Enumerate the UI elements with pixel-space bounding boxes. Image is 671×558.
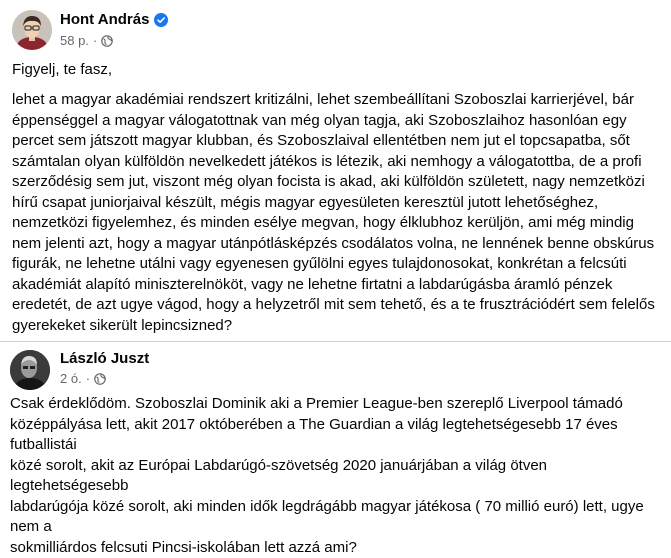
author-name[interactable]: László Juszt: [60, 350, 150, 367]
avatar-image: [10, 350, 50, 390]
avatar[interactable]: [12, 10, 52, 50]
post-greeting: Figyelj, te fasz,: [12, 61, 113, 78]
meta-separator: ·: [85, 371, 91, 386]
avatar[interactable]: [10, 350, 50, 390]
globe-icon[interactable]: [94, 373, 106, 385]
post-meta: [60, 33, 113, 48]
author-row: [60, 350, 149, 367]
post-juszt: [0, 342, 671, 556]
meta-separator: ·: [92, 33, 98, 48]
globe-icon[interactable]: [101, 35, 113, 47]
verified-badge-icon: [154, 13, 168, 27]
timestamp[interactable]: 58 p.: [60, 33, 89, 48]
post-body: lehet a magyar akadémiai rendszert kritizálni, lehet szembeállítani Szoboszlai karrierjével, bár éppenséggel a magyar válogatottnak van még olyan tagja, aki Szoboszlaihoz hasonlóan egy percet sem játszott magyar klubban, és Szoboszlaival ellentétben nem jut el topcsapatba, sőt számtalan olyan külföldön nevelkedett játékos is létezik, aki nemhogy a válogatottba, de a profi szerződésig sem jut, viszont még olyan focista is akad, aki külföldön született, nagy nemzetközi hírű csapat juniorjaival készült, mégis magyar egyesületen keresztül jutott lehetőséghez, nemzetközi figyelemhez, és minden esélye megvan, hogy élklubhoz kerüljön, ami még mindig nem jelenti azt, hogy a magyar utánpótlásképzés csodálatos volna, ne lennének benne obskúrus figurák, ne lehetne utálni vagy egyenesen gyűlölni egyes tulajdonosokat, konkrétan a felcsúti akadémiát alapító miniszterelnököt, vagy ne lehetne firtatni a labdarúgásba áramló pénzek eredetét, de azt ugye vágod, hogy a helyzetről mit sem tehető, és a te frusztrációdért sem felelős gyerekeket sikerült lepincsizned?: [12, 91, 655, 334]
post-meta: [60, 371, 106, 386]
author-row: [60, 11, 168, 28]
author-name[interactable]: Hont András: [60, 11, 150, 28]
timestamp[interactable]: 2 ó.: [60, 371, 82, 386]
post-body: Csak érdeklődöm. Szoboszlai Dominik aki a Premier League-ben szereplő Liverpool támadó középpályása lett, akit 2017 októberében a The Guardian a világ legtehetségesebb 17 éves futballistái közé sorolt, akit az Európai Labdarúgó-szövetség 2020 januárjában a világ ötven legtehetségesebb labdarúgója közé sorolt, aki minden idők legdrágább magyar játékosa ( 70 millió euró) lett, ugye nem a sokmilliárdos felcsuti Pincsi-iskolában lett azzá ami?: [10, 395, 644, 556]
avatar-image: [12, 10, 52, 50]
